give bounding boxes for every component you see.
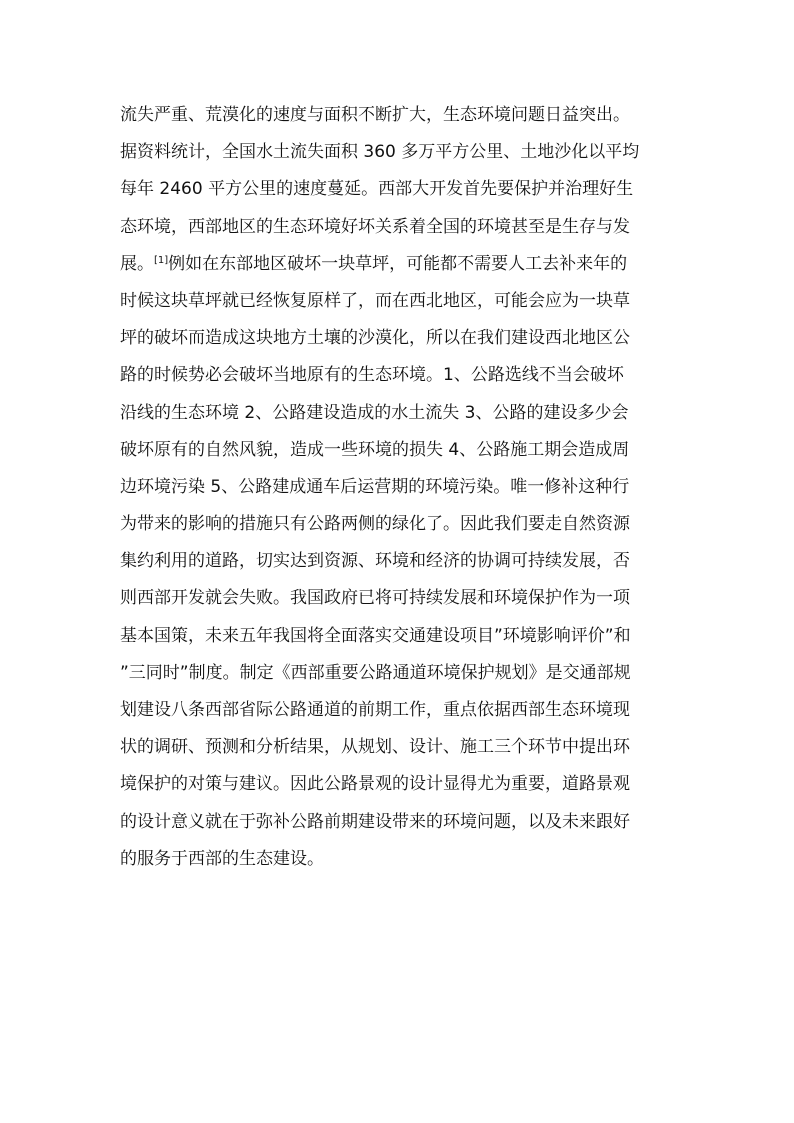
text-line-prefix: 展。 [120, 253, 154, 274]
text-line-content: 境保护的对策与建议。因此公路景观的设计显得尤为重要，道路景观 [120, 774, 630, 795]
text-line-content: 流失严重、荒漠化的速度与面积不断扩大，生态环境问题日益突出。 [120, 105, 630, 125]
body-paragraph [120, 97, 680, 878]
text-line [120, 618, 680, 655]
text-line-content: ”三同时”制度。制定《西部重要公路通道环境保护规划》是交通部规 [120, 662, 631, 683]
text-line-content: 状的调研、预测和分析结果，从规划、设计、施工三个环节中提出环 [120, 737, 630, 758]
text-line [120, 692, 680, 729]
text-line-content: 路的时候势必会破坏当地原有的生态环境。1、公路选线不当会破坏 [120, 365, 624, 386]
text-line [120, 171, 680, 208]
text-line-content: 例如在东部地区破坏一块草坪，可能都不需要人工去补来年的 [168, 253, 628, 274]
text-line-content: 每年 2460 平方公里的速度蔓延。西部大开发首先要保护并治理好生 [120, 179, 634, 200]
text-line [120, 395, 680, 432]
text-line-content: 的服务于西部的生态建设。 [120, 848, 324, 869]
text-line [120, 283, 680, 320]
text-line-content: 破坏原有的自然风貌，造成一些环境的损失 4、公路施工期会造成周 [120, 439, 630, 460]
text-line [120, 134, 680, 171]
text-line-content: 边环境污染 5、公路建成通车后运营期的环境污染。唯一修补这种行 [120, 476, 630, 497]
text-line-content: 的设计意义就在于弥补公路前期建设带来的环境问题，以及未来跟好 [120, 811, 630, 832]
text-line [120, 246, 680, 283]
text-line-content: 态环境，西部地区的生态环境好坏关系着全国的环境甚至是生存与发 [120, 216, 630, 237]
text-line [120, 804, 680, 841]
text-line [120, 841, 680, 878]
text-line-content: 则西部开发就会失败。我国政府已将可持续发展和环境保护作为一项 [120, 588, 630, 609]
text-line-content: 沿线的生态环境 2、公路建设造成的水土流失 3、公路的建设多少会 [120, 402, 629, 423]
text-line-content: 基本国策，未来五年我国将全面落实交通建设项目”环境影响评价”和 [120, 625, 631, 646]
text-line [120, 209, 680, 246]
text-line [120, 432, 680, 469]
text-line [120, 506, 680, 543]
text-line [120, 580, 680, 617]
text-line-content: 坪的破坏而造成这块地方土壤的沙漠化，所以在我们建设西北地区公 [120, 328, 630, 349]
text-line-content: 划建设八条西部省际公路通道的前期工作，重点依据西部生态环境现 [120, 700, 630, 720]
text-line [120, 543, 680, 580]
text-line [120, 469, 680, 506]
citation-marker: [1] [154, 254, 169, 266]
text-line [120, 655, 680, 692]
text-line [120, 357, 680, 394]
text-line-content: 时候这块草坪就已经恢复原样了，而在西北地区，可能会应为一块草 [120, 290, 630, 311]
text-line [120, 766, 680, 803]
text-line [120, 729, 680, 766]
text-line [120, 97, 680, 134]
text-line [120, 320, 680, 357]
text-line-content: 集约利用的道路，切实达到资源、环境和经济的协调可持续发展，否 [120, 551, 630, 572]
text-line-content: 为带来的影响的措施只有公路两侧的绿化了。因此我们要走自然资源 [120, 514, 630, 535]
text-line-content: 据资料统计，全国水土流失面积 360 多万平方公里、土地沙化以平均 [120, 142, 640, 163]
